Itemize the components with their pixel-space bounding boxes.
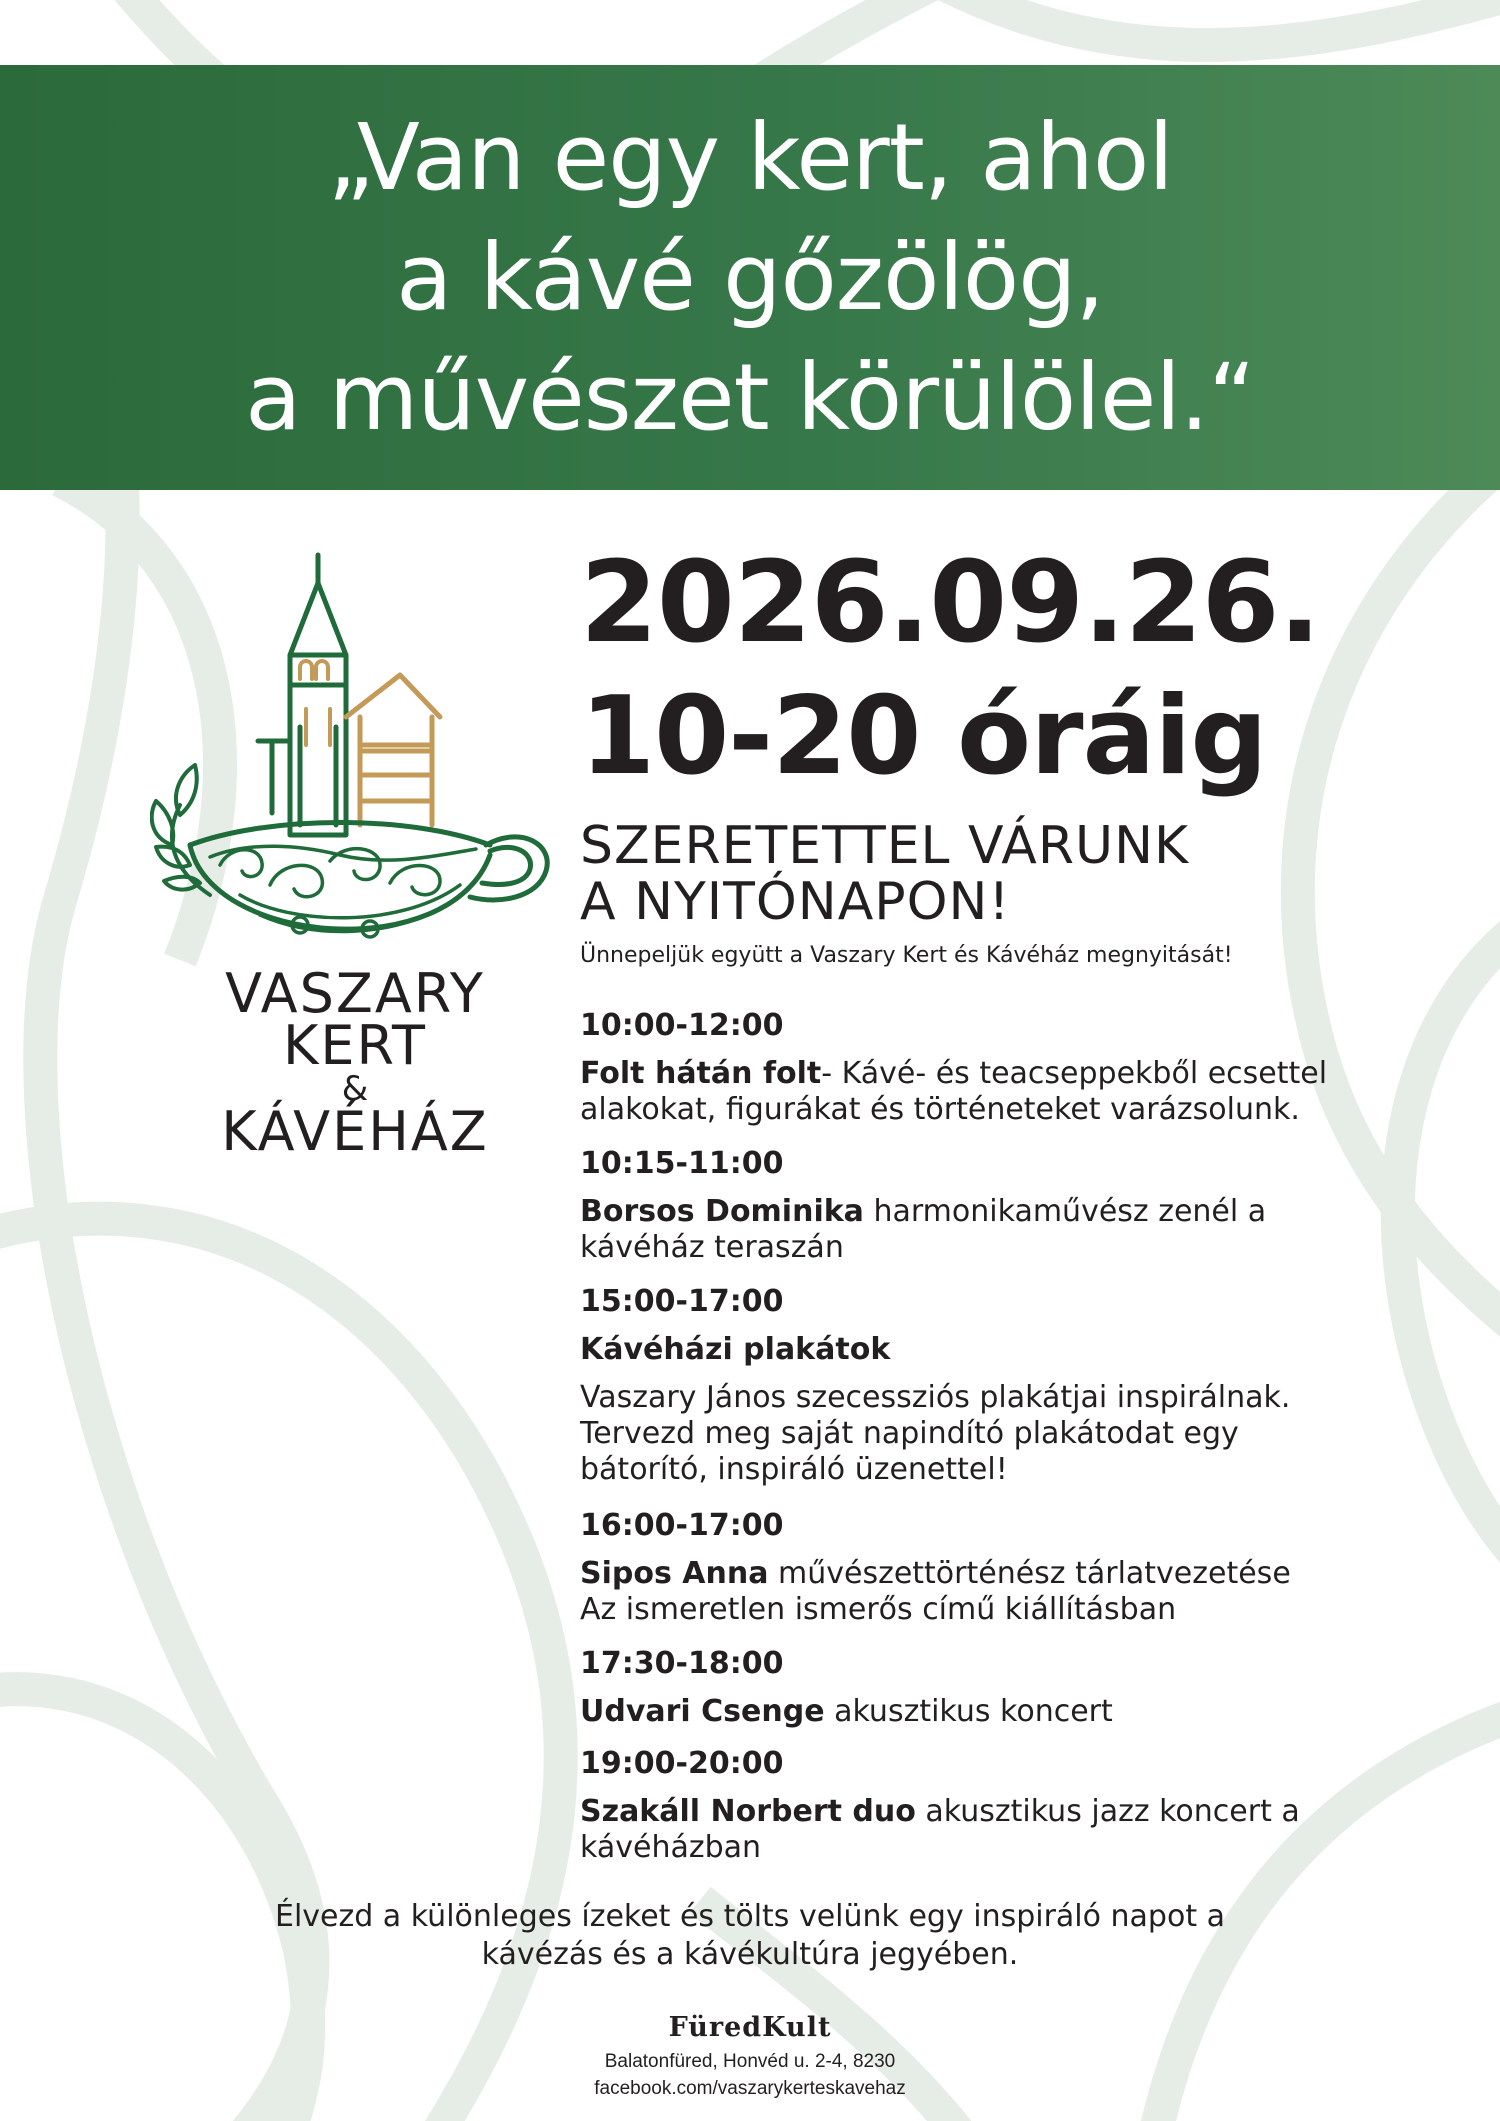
schedule-line: kávéházban	[580, 1830, 762, 1865]
schedule-description	[580, 1332, 1400, 1368]
brand-ampersand: &	[341, 1069, 369, 1109]
schedule-line: Vaszary János szecessziós plakátjai inspirálnak.	[580, 1380, 1291, 1415]
celebrate-subtitle: Ünnepeljük együtt a Vaszary Kert és Kávéház megnyitását!	[580, 943, 1233, 968]
schedule-item	[580, 1646, 1400, 1730]
schedule-line: kávéház teraszán	[580, 1230, 844, 1265]
quote-line-2: a kávé gőzölög,	[396, 223, 1104, 331]
schedule-title: Sipos Anna	[580, 1556, 769, 1591]
schedule-time: 10:15-11:00	[580, 1146, 784, 1181]
welcome-heading	[580, 818, 1189, 930]
schedule-time: 19:00-20:00	[580, 1746, 784, 1781]
schedule-time: 17:30-18:00	[580, 1646, 784, 1681]
schedule-line: Tervezd meg saját napindító plakátodat egy	[580, 1416, 1239, 1451]
schedule-item	[580, 1008, 1400, 1128]
welcome-line-2: A NYITÓNAPON!	[580, 872, 1011, 932]
schedule-title: Borsos Dominika	[580, 1194, 864, 1229]
closing-line-2: kávézás és a kávékultúra jegyében.	[481, 1937, 1019, 1972]
closing-message	[0, 1898, 1500, 1974]
schedule-item	[580, 1284, 1400, 1488]
schedule-description	[580, 1380, 1400, 1488]
quote	[0, 65, 1500, 490]
schedule-time: 16:00-17:00	[580, 1508, 784, 1543]
event-hours: 10-20 óráig	[580, 674, 1267, 799]
schedule-line: - Kávé- és teacseppekből ecsettel	[821, 1056, 1328, 1091]
brand-name	[190, 962, 520, 1163]
vaszary-logo-icon	[150, 545, 560, 965]
quote-banner	[0, 65, 1500, 490]
schedule-description	[580, 1556, 1400, 1628]
schedule-title: Szakáll Norbert duo	[580, 1794, 916, 1829]
schedule-title: Udvari Csenge	[580, 1694, 825, 1729]
schedule-time: 15:00-17:00	[580, 1284, 784, 1319]
brand-line-kert: KERT	[282, 1014, 428, 1077]
schedule-description	[580, 1694, 1400, 1730]
quote-line-1: „Van egy kert, ahol	[327, 103, 1173, 211]
closing-line-1: Élvezd a különleges ízeket és tölts velünk egy inspiráló napot a	[274, 1899, 1226, 1934]
schedule-line: harmonikaművész zenél a	[863, 1194, 1267, 1229]
schedule-title: Folt hátán folt	[580, 1056, 822, 1091]
schedule-line: bátorító, inspiráló üzenettel!	[580, 1452, 1008, 1487]
schedule-line: Az ismeretlen ismerős című kiállításban	[580, 1592, 1177, 1627]
schedule-title: Kávéházi plakátok	[580, 1332, 891, 1367]
organizer-logo: FüredKult	[668, 2012, 832, 2043]
schedule-description	[580, 1794, 1400, 1866]
schedule-line: alakokat, figurákat és történeteket varázsolunk.	[580, 1092, 1300, 1127]
facebook-link[interactable]: facebook.com/vaszarykerteskavehaz	[594, 2078, 906, 2099]
schedule-description	[580, 1194, 1400, 1266]
schedule-line: akusztikus koncert	[824, 1694, 1113, 1729]
schedule-item	[580, 1508, 1400, 1628]
event-date: 2026.09.26.	[580, 538, 1321, 668]
schedule-item	[580, 1146, 1400, 1266]
brand-line-kavehaz: KÁVÉHÁZ	[221, 1100, 489, 1163]
quote-line-3: a művészet körülölel.“	[245, 343, 1255, 451]
address: Balatonfüred, Honvéd u. 2-4, 8230	[604, 2051, 896, 2072]
schedule-time: 10:00-12:00	[580, 1008, 784, 1043]
contact-info	[0, 2048, 1500, 2102]
brand-line-vaszary: VASZARY	[225, 962, 485, 1025]
schedule-item	[580, 1746, 1400, 1866]
welcome-line-1: SZERETETTEL VÁRUNK	[580, 816, 1190, 876]
schedule-description	[580, 1056, 1400, 1128]
schedule-line: akusztikus jazz koncert a	[915, 1794, 1300, 1829]
schedule-line: művészettörténész tárlatvezetése	[768, 1556, 1291, 1591]
